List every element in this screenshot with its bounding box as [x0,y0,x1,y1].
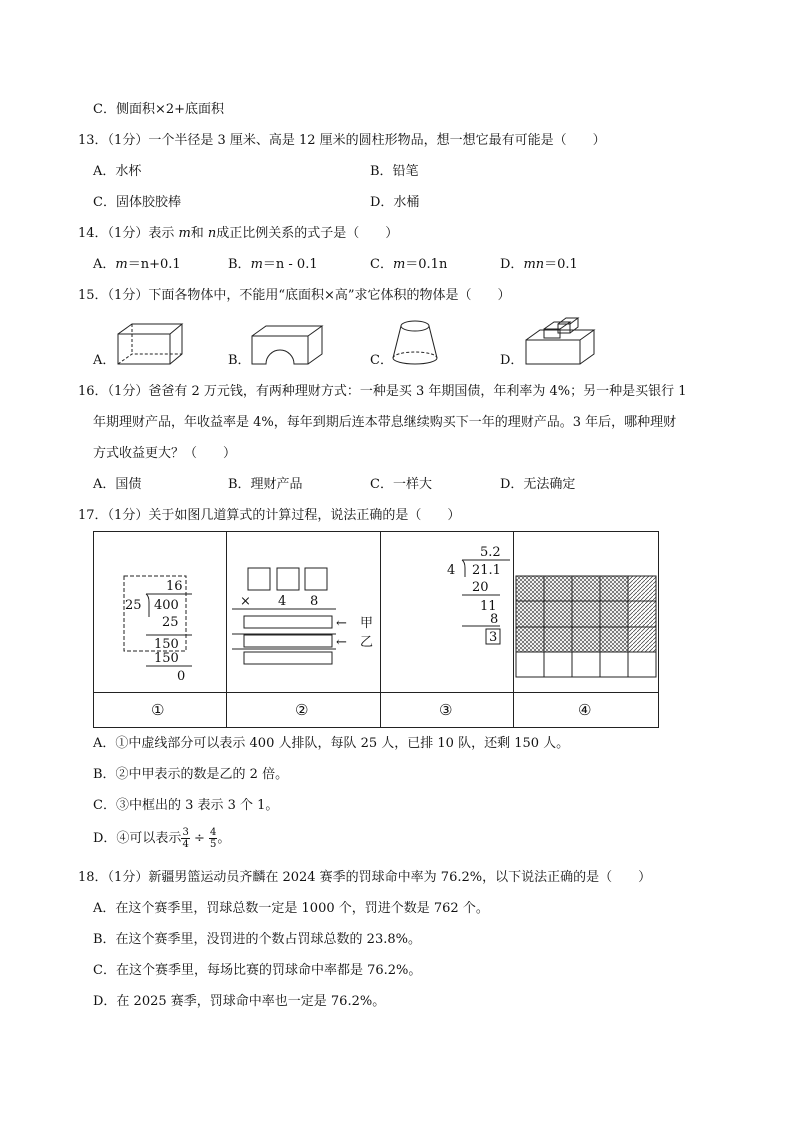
q17-option-b: B．②中甲表示的数是乙的 2 倍。 [93,767,289,782]
fig2-digit-4: 4 [278,594,287,609]
q18-option-b: B．在这个赛季里，没罚进的个数占罚球总数的 23.8%。 [93,932,421,947]
q16-line-1: 16．（1分）爸爸有 2 万元钱，有两种理财方式：一种是买 3 年期国债，年利率为 4%；另一种是买银行 1 [78,384,687,399]
fig1-product-1: 25 [162,615,179,630]
q14-option-d: D．mn＝0.1 [500,257,578,272]
fig3-remainder-1: 11 [480,599,497,614]
q13-option-d: D．水桶 [370,195,420,210]
q18-option-d: D．在 2025 赛季，罚球命中率也一定是 76.2%。 [93,994,386,1009]
q17-figure-table [93,531,659,728]
q13-option-a: A．水杯 [93,164,142,179]
label-circled-2: ② [295,701,309,719]
q16-option-b: B．理财产品 [228,477,303,492]
fig2-times-sign: × [240,594,251,609]
q14-option-c: C．m＝0.1n [370,257,448,272]
q16-option-c: C．一样大 [370,477,432,492]
fig4-cell [513,532,658,692]
q15-option-d: D． [500,353,524,368]
fig2-arrow-jia: ← [336,616,347,631]
q16-option-d: D．无法确定 [500,477,576,492]
fraction-4-5: $\frac{4}{5}$ [210,827,217,850]
fig1-quotient: 16 [166,579,183,594]
arch-prism-figure [250,322,324,368]
frustum-figure [390,318,440,366]
label-circled-1: ① [151,701,165,719]
fig3-product-2: 8 [490,612,499,627]
step-block-figure [524,316,600,368]
fig3-cell [380,532,514,692]
q15-option-b: B． [228,353,251,368]
long-division-400-by-25 [94,532,226,692]
q13-stem: 13．（1分）一个半径是 3 厘米、高是 12 厘米的圆柱形物品，想一想它最有可能是（ ） [78,133,606,148]
q15-stem: 15．（1分）下面各物体中，不能用“底面积×高”求它体积的物体是（ ） [78,288,511,303]
fraction-area-grid [513,532,658,692]
fig1-divisor: 25 [125,598,142,613]
q13-option-b: B．铅笔 [370,164,419,179]
q14-stem: 14．（1分）表示 m和 n成正比例关系的式子是（ ） [78,226,399,241]
q12-option-c: C．侧面积×2+底面积 [93,102,225,117]
q16-line-2: 年期理财产品，年收益率是 4%，每年到期后连本带息继续购买下一年的理财产品。3 年后，哪种理财 [93,415,677,430]
fig3-boxed-remainder: 3 [489,630,498,645]
figure-label-row [94,692,658,727]
fig3-dividend: 21.1 [472,563,501,578]
long-division-21-1-by-4 [380,532,513,692]
q16-option-a: A．国债 [93,477,142,492]
q18-stem: 18．（1分）新疆男篮运动员齐麟在 2024 赛季的罚球命中率为 76.2%，以下说法正确的是（ ） [78,870,652,885]
fig1-remainder-2: 0 [177,669,186,684]
q17-option-c: C．③中框出的 3 表示 3 个 1。 [93,798,279,813]
q18-option-a: A．在这个赛季里，罚球总数一定是 1000 个，罚进个数是 762 个。 [93,901,489,916]
fig3-product-1: 20 [472,580,489,595]
fig2-cell [226,532,381,692]
fig2-label-jia: 甲 [360,616,374,631]
q17-stem: 17．（1分）关于如图几道算式的计算过程，说法正确的是（ ） [78,508,461,523]
q16-line-3: 方式收益更大？（ ） [93,446,237,461]
label-circled-3: ③ [439,701,453,719]
fig1-remainder-1: 150 [154,637,179,652]
fig2-arrow-yi: ← [336,635,347,650]
fig3-divisor: 4 [447,563,456,578]
fig1-cell [94,532,227,692]
fraction-3-4: $\frac{3}{4}$ [182,827,189,850]
fig3-quotient: 5.2 [480,545,501,560]
q17-option-d: D．④可以表示 $\frac{3}{4}$ ÷ $\frac{4}{5}$ 。 [93,827,231,850]
q15-option-c: C． [370,353,393,368]
fig1-product-2: 150 [154,651,179,666]
q14-option-b: B．m＝n - 0.1 [228,257,318,272]
q17-option-a: A．①中虚线部分可以表示 400 人排队，每队 25 人，已排 10 队，还剩 150 人。 [93,736,570,751]
q13-option-c: C．固体胶胶棒 [93,195,181,210]
fig2-digit-8: 8 [310,594,319,609]
q15-option-a: A． [93,353,116,368]
fig2-label-yi: 乙 [360,635,374,650]
q14-option-a: A．m＝n+0.1 [93,257,181,272]
multiplication-bar-model [226,532,380,692]
fig1-dividend: 400 [154,598,179,613]
q18-option-c: C．在这个赛季里，每场比赛的罚球命中率都是 76.2%。 [93,963,422,978]
label-circled-4: ④ [578,701,592,719]
cuboid-figure [116,322,186,368]
